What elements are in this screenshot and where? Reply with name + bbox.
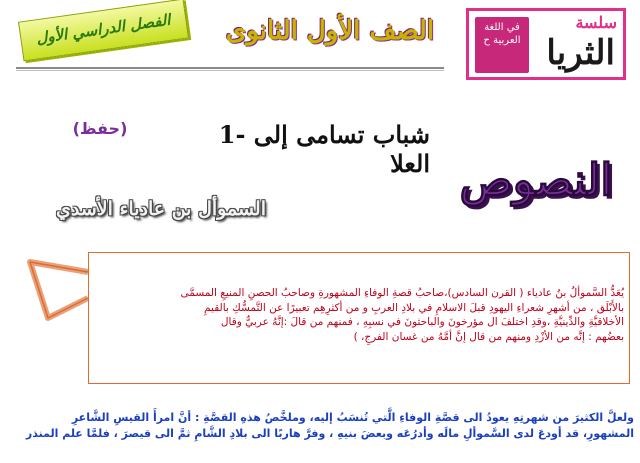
- bio-line: يُعَدُّ السَّموألُ بنُ عادياء ( القرن السادس)،صاحبُ قصةِ الوفاءِ المشهورةِ وصاحبُ الحصنِ المنيعِ المسمَّى: [180, 287, 624, 299]
- bio-line: الأخلاقيَّةِ والدِّينيَّةِ ،وقدِ اختلفَ ال مؤرخونَ والباحثونَ في نسبِهِ ، فمنهم من قالَ :إنَّهُ عربيٌّ وقال: [220, 316, 624, 328]
- logo-series-text: سلسة: [575, 13, 617, 32]
- memorize-label: (حفظ): [72, 119, 128, 138]
- poet-name: السموأل بن عادياء الأسدي: [56, 198, 266, 220]
- term-banner: الفصل الدراسي الأول: [18, 0, 189, 61]
- bio-line: بعضُهم : إنَّه من الأزْدِ ومنهم من قال إنَّ أمَّهُ من غسان الفرجِ، ): [353, 330, 624, 343]
- story-line: المشهورِ، قد أودعَ لدى السَّموألِ مالَه وأدرُعَه وبعضَ بنيهِ ، وفرَّ هاربًا الى بلادِ الشَّامِ ثمَّ الى قيصرَ ، فلمَّا علم المنذر: [25, 427, 634, 440]
- section-title: النصوص: [459, 155, 613, 206]
- logo-brand-text: الثريا: [546, 33, 615, 73]
- logo-subject-badge: في اللغة العربية ح: [475, 17, 529, 73]
- bio-line: بالأَبْلَق ، من أشهرِ شعراءِ اليهودِ قبلَ الاسلامِ في بلادِ العربِ و من أكثرِهِم تعبيرًا عن التَّمسُّكِ بالقيمِ: [204, 301, 624, 314]
- story-paragraph: [16, 410, 634, 442]
- poet-bio-text: [94, 286, 624, 344]
- story-line: ولعلَّ الكثيرَ من شهرتِهِ يعودُ الى قصَّةِ الوفاءِ الَّتي تُنسَبُ إليه، وملخَّصُ هذهِ القصَّةِ : أنَّ امرأَ القيسِ الشَّاعرِ: [71, 411, 634, 424]
- poem-title: 1- شباب تسامى إلى العلا: [218, 120, 430, 178]
- grade-heading: الصف الأول الثانوى: [225, 16, 435, 46]
